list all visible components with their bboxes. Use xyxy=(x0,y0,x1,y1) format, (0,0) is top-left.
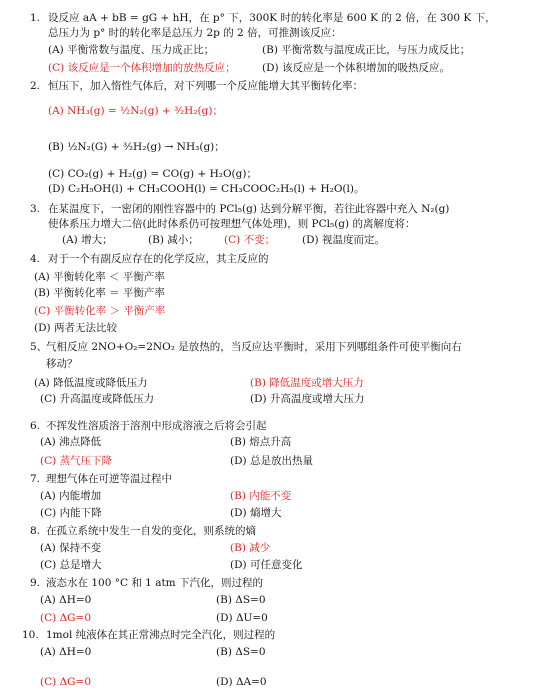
option-a: (A) 沸点降低 xyxy=(40,436,102,448)
option-a: (A) 降低温度或降低压力 xyxy=(34,377,148,389)
option-b: (B) ΔS=0 xyxy=(216,646,266,658)
question-stem: 在孤立系统中发生一自发的变化，则系统的熵 xyxy=(46,525,256,537)
question-number: 7. xyxy=(30,473,41,485)
question-number: 8. xyxy=(30,525,41,537)
option-c-answer: (C) 蒸气压下降 xyxy=(40,455,113,467)
option-b: (B) ΔS=0 xyxy=(216,594,266,606)
option-d: (D) 该反应是一个体积增加的吸热反应。 xyxy=(262,62,450,74)
question-number: 1. xyxy=(30,12,41,24)
option-d: (D) ΔU=0 xyxy=(216,612,268,624)
option-a: (A) 平衡转化率 ＜ 平衡产率 xyxy=(34,271,165,283)
option-a: (A) 内能增加 xyxy=(40,490,102,502)
option-c-answer: (C) 该反应是一个体积增加的放热反应； xyxy=(48,62,236,74)
option-d: (D) 两者无法比较 xyxy=(34,322,117,334)
option-b: (B) 熔点升高 xyxy=(230,436,292,448)
option-c: (C) 升高温度或降低压力 xyxy=(40,393,155,405)
option-a: (A) 平衡常数与温度、压力成正比； xyxy=(48,44,215,56)
option-a-answer: (A) NH₃(g) = ½N₂(g) + ³⁄₂H₂(g)； xyxy=(48,105,223,117)
question-stem: 理想气体在可逆等温过程中 xyxy=(46,473,172,485)
question-stem: 使体系压力增大二倍(此时体系仍可按理想气体处理)，则 PCl₅(g) 的离解度将： xyxy=(48,218,416,230)
option-d: (D) 升高温度或增大压力 xyxy=(250,393,365,405)
question-stem: 对于一个有副反应存在的化学反应，其主反应的 xyxy=(48,253,269,265)
question-stem: 液态水在 100 °C 和 1 atm 下汽化，则过程的 xyxy=(46,577,263,589)
question-stem: 移动？ xyxy=(46,358,78,370)
question-number: 3. xyxy=(30,203,41,215)
question-stem: 恒压下，加入惰性气体后，对下列哪一个反应能增大其平衡转化率： xyxy=(48,80,363,92)
option-c: (C) 内能下降 xyxy=(40,507,102,519)
question-number: 2. xyxy=(30,80,41,92)
question-stem: 设反应 aA + bB = gG + hH，在 p° 下，300K 时的转化率是 600 K 的 2 倍，在 300 K 下， xyxy=(48,12,496,24)
option-c-answer: (C) ΔG=0 xyxy=(40,612,92,624)
option-d: (D) 视温度而定。 xyxy=(302,234,385,246)
option-b: (B) 减小； xyxy=(148,234,199,246)
question-stem: 不挥发性溶质溶于溶剂中形成溶液之后将会引起 xyxy=(46,420,267,432)
option-a: (A) 增大； xyxy=(62,234,113,246)
question-number: 4. xyxy=(30,253,41,265)
option-c-answer: (C) 平衡转化率 ＞ 平衡产率 xyxy=(34,305,166,317)
option-d: (D) 总是放出热量 xyxy=(230,455,313,467)
option-b-answer: (B) 减少 xyxy=(230,542,271,554)
question-number: 5、 xyxy=(30,341,48,353)
option-c: (C) 总是增大 xyxy=(40,559,102,571)
option-d: (D) C₂H₅OH(l) + CH₃COOH(l) = CH₃COOC₂H₅(l) + H₂O(l)。 xyxy=(48,183,365,195)
option-a: (A) ΔH=0 xyxy=(40,646,92,658)
option-a: (A) ΔH=0 xyxy=(40,594,92,606)
option-d: (D) 熵增大 xyxy=(230,507,282,519)
option-d: (D) 可任意变化 xyxy=(230,559,303,571)
option-a: (A) 保持不变 xyxy=(40,542,102,554)
question-number: 10. xyxy=(22,629,39,641)
option-b-answer: (B) 降低温度或增大压力 xyxy=(250,377,364,389)
option-b-answer: (B) 内能不变 xyxy=(230,490,292,502)
question-number: 9. xyxy=(30,577,41,589)
question-stem: 在某温度下，一密闭的刚性容器中的 PCl₅(g) 达到分解平衡，若往此容器中充入 N₂(g) xyxy=(48,203,450,215)
question-stem: 1mol 纯液体在其正常沸点时完全汽化，则过程的 xyxy=(46,629,276,641)
option-b: (B) ½N₂(G) + ³⁄₂H₂(g) → NH₃(g)； xyxy=(48,141,225,153)
option-c: (C) CO₂(g) + H₂(g) = CO(g) + H₂O(g)； xyxy=(48,168,257,180)
option-b: (B) 平衡常数与温度成正比，与压力成反比； xyxy=(262,44,471,56)
option-b: (B) 平衡转化率 ＝ 平衡产率 xyxy=(34,287,165,299)
option-c-answer: (C) 不变； xyxy=(224,234,276,246)
question-number: 6. xyxy=(30,420,41,432)
option-c-answer: (C) ΔG=0 xyxy=(40,676,92,688)
question-stem: 总压力为 p° 时的转化率是总压力 2p 的 2 倍，可推测该反应： xyxy=(48,27,342,39)
question-stem: 气相反应 2NO+O₂=2NO₂ 是放热的，当反应达平衡时，采用下列哪组条件可使平衡向右 xyxy=(46,341,462,353)
option-d: (D) ΔA=0 xyxy=(216,676,267,688)
